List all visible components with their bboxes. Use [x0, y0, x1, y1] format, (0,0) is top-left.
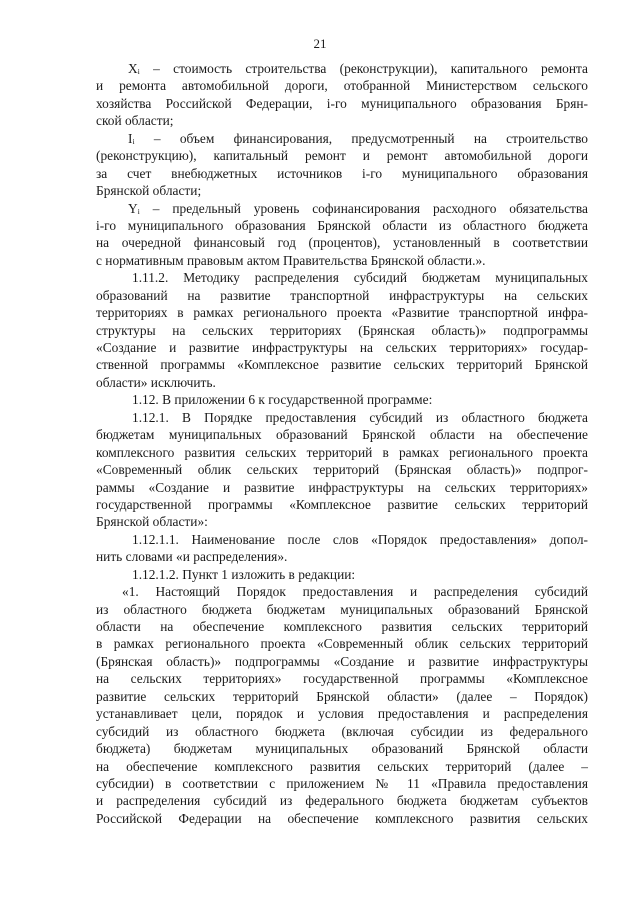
- text-line: 1.12.1.1. Наименование после слов «Порядок предоставления» допол-: [132, 531, 588, 547]
- text-line: Yᵢ – предельный уровень софинансирования расходного обязательства: [128, 200, 588, 216]
- text-line: «Создание и развитие инфраструктуры на сельских территориях» государ-: [96, 340, 588, 355]
- text-line: в рамках регионального проекта «Современный облик сельских территорий: [96, 636, 588, 652]
- text-line: i-го муниципального образования Брянской области из областного бюджета: [96, 217, 588, 233]
- text-line: Российской Федерации на обеспечение комплексного развития сельских: [96, 810, 588, 826]
- text-line: структуры на сельских территориях (Брянская область)» подпрограммы: [96, 322, 588, 338]
- text-line: Брянской области;: [96, 183, 202, 199]
- text-line: на очередной финансовый год (процентов), установленный в соответствии: [96, 235, 588, 251]
- text-line: 1.11.2. Методику распределения субсидий бюджетам муниципальных: [132, 270, 588, 286]
- text-line: и распределения субсидий из федерального бюджета бюджетам субъектов: [96, 793, 588, 809]
- text-line: из областного бюджета бюджетам муниципальных образований Брянской: [96, 601, 588, 617]
- text-line: нить словами «и распределения».: [96, 549, 288, 565]
- text-line: территориях в рамках регионального проекта «Развитие транспортной инфра-: [96, 305, 588, 321]
- text-line: хозяйства Российской Федерации, i-го муниципального образования Брян-: [96, 95, 588, 111]
- text-line: развитие сельских территорий Брянской области» (далее – Порядок): [96, 688, 588, 704]
- text-line: субсидии) в соответствии с приложением № 11 «Правила предоставления: [96, 775, 588, 791]
- text-line: «Современный облик сельских территорий (Брянская область)» подпрог-: [96, 462, 588, 478]
- text-line: (Брянская область)» подпрограммы «Создание и развитие инфраструктуры: [96, 653, 588, 669]
- text-line: Xᵢ – стоимость строительства (реконструкции), капитального ремонта: [128, 61, 588, 76]
- text-line: бюджетам муниципальных образований Брянской области на обеспечение: [96, 427, 588, 443]
- text-line: ственной программы «Комплексное развитие сельских территорий Брянской: [96, 357, 588, 373]
- text-line: комплексного развития сельских территорий в рамках регионального проекта: [96, 444, 588, 460]
- text-line: «1. Настоящий Порядок предоставления и распределения субсидий: [122, 584, 588, 600]
- text-line: на обеспечение комплексного развития сельских территорий (далее –: [96, 758, 588, 774]
- text-line: Iᵢ – объем финансирования, предусмотренный на строительство: [128, 130, 588, 146]
- page-number: 21: [313, 36, 327, 51]
- text-line: 1.12.1.2. Пункт 1 изложить в редакции:: [132, 566, 356, 582]
- text-line: области» исключить.: [96, 374, 216, 390]
- text-line: за счет внебюджетных источников i-го муниципального образования: [96, 165, 588, 181]
- document-body: [96, 60, 588, 827]
- text-line: бюджета) бюджетам муниципальных образований Брянской области: [96, 741, 588, 757]
- text-line: раммы «Создание и развитие инфраструктуры на сельских территориях»: [96, 479, 588, 495]
- text-line: на сельских территориях» государственной программы «Комплексное: [96, 671, 588, 687]
- text-line: 1.12. В приложении 6 к государственной программе:: [132, 392, 433, 408]
- text-line: государственной программы «Комплексное развитие сельских территорий: [96, 496, 588, 512]
- text-line: с нормативным правовым актом Правительства Брянской области.».: [96, 252, 486, 268]
- text-line: области на обеспечение комплексного развития сельских территорий: [96, 619, 588, 634]
- text-line: субсидий из областного бюджета (включая субсидии из федерального: [96, 723, 588, 739]
- text-line: (реконструкцию), капитальный ремонт и ремонт автомобильной дороги: [96, 148, 588, 164]
- text-line: устанавливает цели, порядок и условия предоставления и распределения: [96, 706, 588, 722]
- text-line: ской области;: [96, 113, 174, 129]
- text-line: Брянской области»:: [96, 514, 208, 530]
- text-line: и ремонта автомобильной дороги, отобранной Министерством сельского: [96, 78, 588, 94]
- text-line: образований на развитие транспортной инфраструктуры на сельских: [96, 287, 588, 303]
- text-line: 1.12.1. В Порядке предоставления субсидий из областного бюджета: [132, 409, 588, 425]
